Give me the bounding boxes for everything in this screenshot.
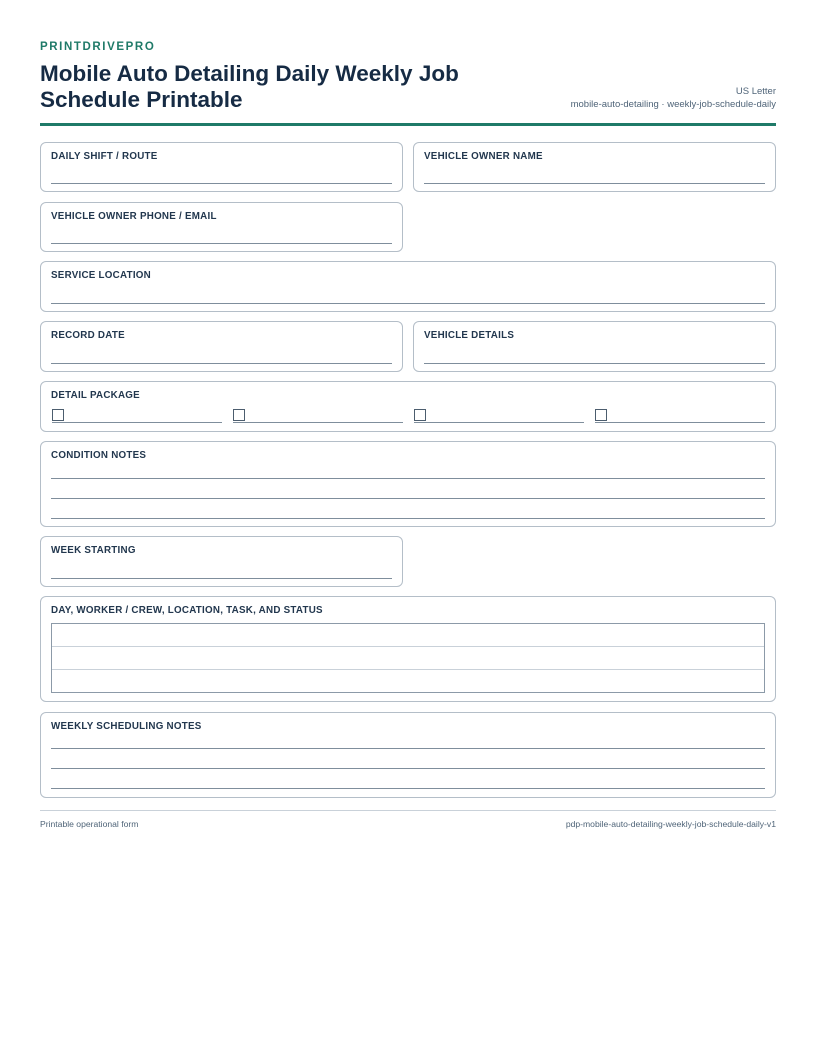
vehicle-owner-name-field[interactable]	[413, 142, 776, 192]
header-meta	[571, 85, 776, 111]
record-date-field[interactable]	[40, 321, 403, 372]
field-label: RECORD DATE	[51, 330, 125, 341]
write-line	[51, 518, 765, 519]
detail-package-field	[40, 381, 776, 432]
field-label: VEHICLE DETAILS	[424, 330, 515, 341]
write-line	[51, 303, 765, 304]
package-option-2[interactable]	[233, 409, 403, 423]
field-label: VEHICLE OWNER NAME	[424, 151, 543, 162]
write-line	[51, 478, 765, 479]
field-label: WEEK STARTING	[51, 545, 136, 556]
weekly-notes-field[interactable]	[40, 712, 776, 798]
write-line	[51, 498, 765, 499]
form-footer	[40, 810, 776, 829]
write-line	[424, 183, 765, 184]
daily-shift-route-field[interactable]	[40, 142, 403, 192]
write-line	[51, 363, 392, 364]
package-option-3[interactable]	[414, 409, 584, 423]
form-id: pdp-mobile-auto-detailing-weekly-job-schedule-daily-v1	[565, 819, 776, 829]
option-write-line	[52, 422, 222, 423]
field-label: DAY, WORKER / CREW, LOCATION, TASK, AND STATUS	[51, 605, 323, 616]
brand-name: PRINTDRIVEPRO	[40, 41, 156, 53]
package-option-1[interactable]	[52, 409, 222, 423]
field-label: CONDITION NOTES	[51, 450, 147, 461]
write-line	[51, 788, 765, 789]
table-row[interactable]	[52, 624, 764, 647]
write-line	[51, 243, 392, 244]
checkbox[interactable]	[414, 409, 426, 421]
write-line	[51, 748, 765, 749]
field-label: WEEKLY SCHEDULING NOTES	[51, 721, 202, 732]
table-row[interactable]	[52, 670, 764, 693]
field-label: DAILY SHIFT / ROUTE	[51, 151, 158, 162]
checkbox[interactable]	[595, 409, 607, 421]
option-write-line	[595, 422, 765, 423]
write-line	[51, 768, 765, 769]
option-write-line	[233, 422, 403, 423]
table-row[interactable]	[52, 647, 764, 670]
vehicle-details-field[interactable]	[413, 321, 776, 372]
field-label: DETAIL PACKAGE	[51, 390, 140, 401]
write-line	[424, 363, 765, 364]
write-line	[51, 183, 392, 184]
schedule-table-section	[40, 596, 776, 702]
field-label: SERVICE LOCATION	[51, 270, 151, 281]
option-write-line	[414, 422, 584, 423]
service-location-field[interactable]	[40, 261, 776, 312]
schedule-grid	[51, 623, 765, 693]
paper-size: US Letter	[735, 86, 776, 97]
vehicle-owner-contact-field[interactable]	[40, 202, 403, 252]
form-header	[40, 40, 776, 126]
checkbox[interactable]	[52, 409, 64, 421]
field-label: VEHICLE OWNER PHONE / EMAIL	[51, 211, 217, 222]
condition-notes-field[interactable]	[40, 441, 776, 527]
week-starting-field[interactable]	[40, 536, 403, 587]
write-line	[51, 578, 392, 579]
page-title: Mobile Auto Detailing Daily Weekly Job Schedule Printable	[40, 61, 459, 112]
form-slug: mobile-auto-detailing · weekly-job-schedule-daily	[570, 99, 776, 110]
checkbox[interactable]	[233, 409, 245, 421]
package-option-4[interactable]	[595, 409, 765, 423]
footer-note: Printable operational form	[40, 819, 139, 829]
